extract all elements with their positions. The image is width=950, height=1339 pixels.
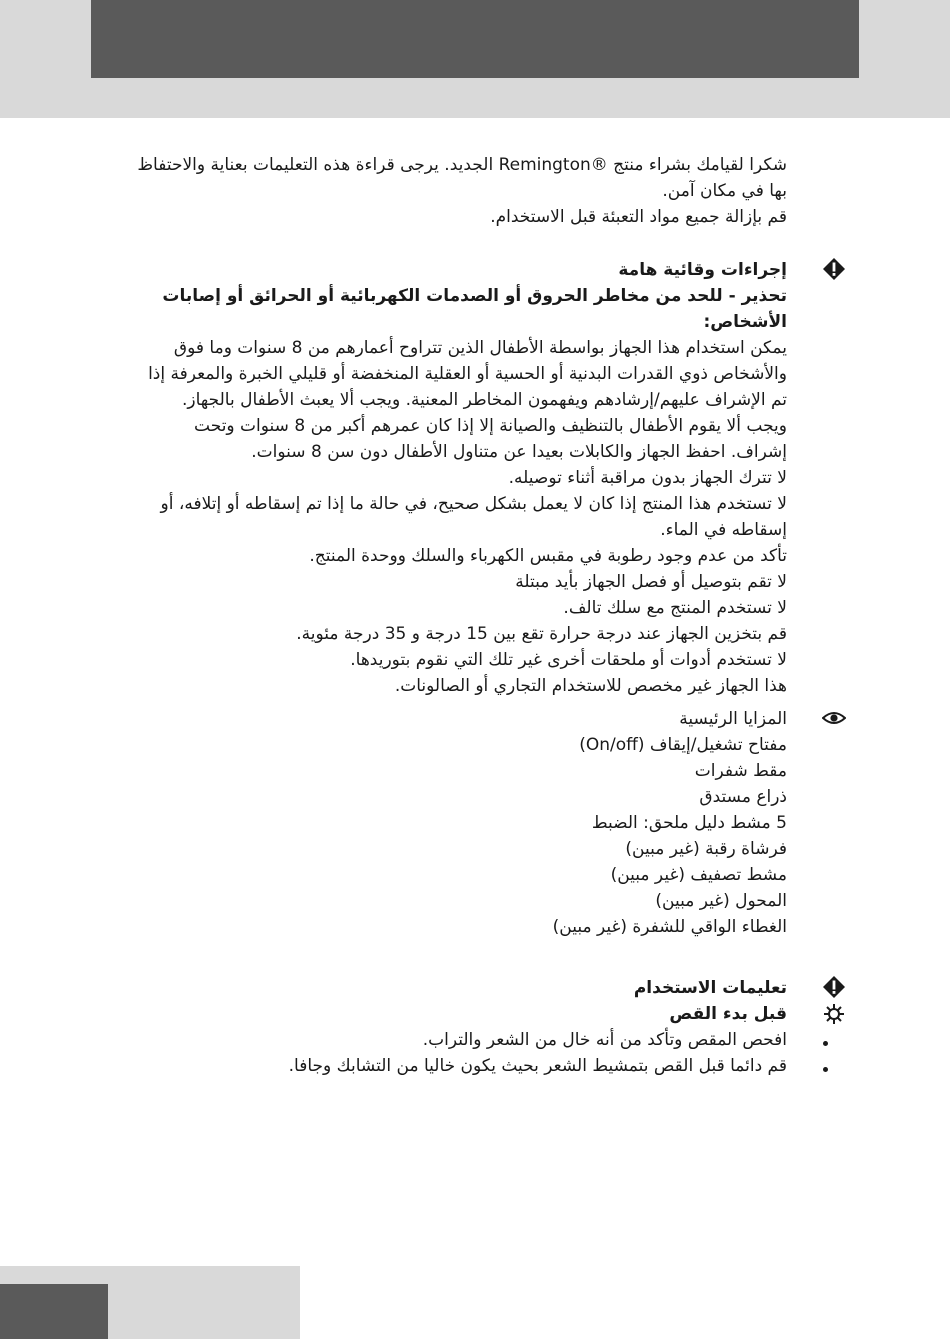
feature-item: فرشاة رقبة (غير مبين)	[625, 839, 787, 859]
safety-line: قم بتخزين الجهاز عند درجة حرارة تقع بين 15 درجة و 35 درجة مئوية.	[296, 624, 787, 644]
list-item: قم دائما قبل القص بتمشيط الشعر بحيث يكون خاليا من التشابك وجافا.	[288, 1056, 787, 1076]
warning-icon	[822, 975, 846, 999]
safety-line: تم الإشراف عليهم/إرشادهم ويفهمون المخاطر المعنية. ويجب ألا يعبث الأطفال بالجهاز.	[182, 390, 787, 410]
safety-warning: تحذير - للحد من مخاطر الحروق أو الصدمات الكهربائية أو الحرائق أو إصابات الأشخاص:	[162, 286, 787, 332]
header-bar	[91, 0, 859, 78]
features-section	[125, 706, 787, 940]
intro-section	[125, 152, 787, 230]
warning-icon	[822, 257, 846, 281]
safety-line: هذا الجهاز غير مخصص للاستخدام التجاري أو الصالونات.	[394, 676, 787, 696]
intro-line: بها في مكان آمن.	[662, 181, 787, 201]
feature-item: 5 مشط دليل ملحق: الضبط	[591, 813, 787, 833]
safety-line: لا تستخدم أدوات أو ملحقات أخرى غير تلك التي نقوم بتوريدها.	[350, 650, 787, 670]
instructions-heading: تعليمات الاستخدام	[633, 978, 787, 998]
instructions-list	[125, 1027, 787, 1079]
safety-line: إشراف. احفظ الجهاز والكابلات بعيدا عن متناول الأطفال دون سن 8 سنوات.	[251, 442, 787, 462]
intro-line: قم بإزالة جميع مواد التعبئة قبل الاستخدام.	[490, 207, 787, 227]
feature-item: مفتاح تشغيل/إيقاف (On/off)	[579, 735, 787, 755]
safety-line: ويجب ألا يقوم الأطفال بالتنظيف والصيانة إلا إذا كان عمرهم أكبر من 8 سنوات وتحت	[194, 416, 787, 436]
features-heading: المزايا الرئيسية	[679, 709, 787, 729]
bullet-dot	[823, 1041, 828, 1046]
eye-icon	[822, 706, 846, 730]
sun-icon	[822, 1002, 846, 1026]
safety-line: تأكد من عدم وجود رطوبة في مقبس الكهرباء والسلك ووحدة المنتج.	[309, 546, 787, 566]
safety-line: لا تقم بتوصيل أو فصل الجهاز بأيد مبتلة	[515, 572, 787, 592]
feature-item: مقط شفرات	[694, 761, 787, 781]
safety-section	[125, 257, 787, 699]
instructions-subheading: قبل بدء القص	[669, 1004, 787, 1024]
page-tab	[0, 1284, 108, 1339]
safety-line: لا تترك الجهاز بدون مراقبة أثناء توصيله.	[508, 468, 787, 488]
safety-heading: إجراءات وقائية هامة	[618, 260, 787, 280]
intro-line: شكرا لقيامك بشراء منتج ®Remington الجديد. يرجى قراءة هذه التعليمات بعناية والاحتفاظ	[137, 155, 787, 175]
safety-line: لا تستخدم المنتج مع سلك تالف.	[563, 598, 787, 618]
feature-item: المحول (غير مبين)	[655, 891, 787, 911]
feature-item: الغطاء الواقي للشفرة (غير مبين)	[552, 917, 787, 937]
instructions-section	[125, 975, 787, 1079]
safety-line: إسقاطه في الماء.	[660, 520, 787, 540]
list-item: افحص المقص وتأكد من أنه خال من الشعر والتراب.	[422, 1030, 787, 1050]
safety-line: لا تستخدم هذا المنتج إذا كان لا يعمل بشكل صحيح، في حالة ما إذا تم إسقاطه أو إتلافه، أو	[160, 494, 787, 514]
feature-item: ذراع مستدق	[699, 787, 787, 807]
safety-line: يمكن استخدام هذا الجهاز بواسطة الأطفال الذين تتراوح أعمارهم من 8 سنوات وما فوق	[173, 338, 787, 358]
bullet-dot	[823, 1067, 828, 1072]
feature-item: مشط تصفيف (غير مبين)	[610, 865, 787, 885]
safety-line: والأشخاص ذوي القدرات البدنية أو الحسية أو العقلية المنخفضة أو قليلي الخبرة والمعرفة إذا	[148, 364, 787, 384]
